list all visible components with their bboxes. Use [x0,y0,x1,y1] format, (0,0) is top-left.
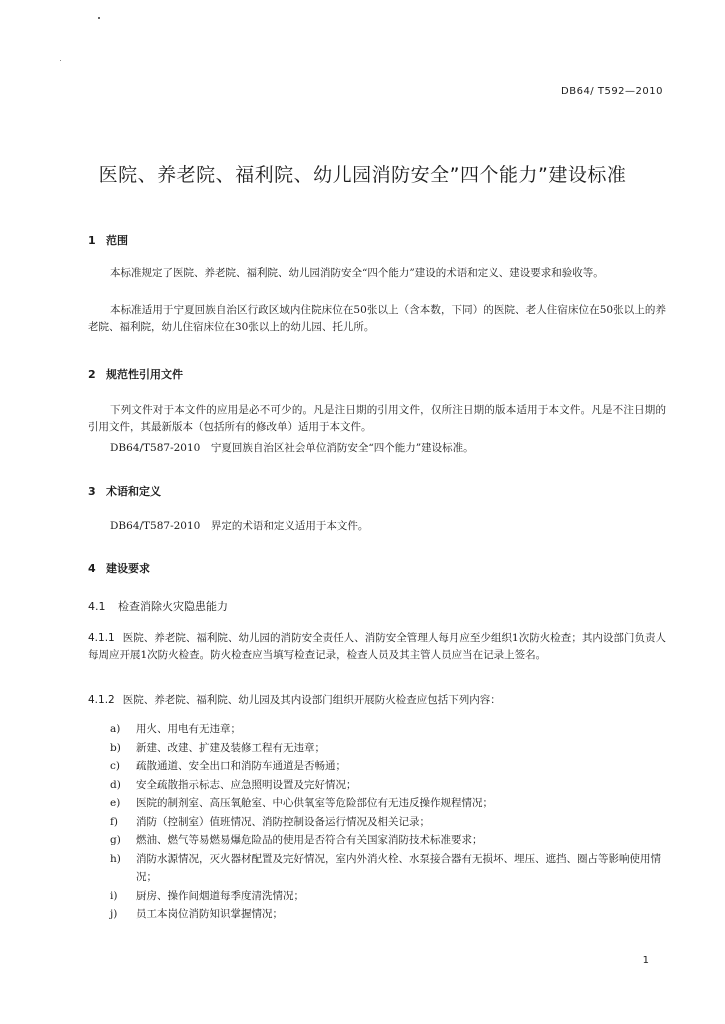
list-item-text: 新建、改建、扩建及装修工程有无违章； [136,741,325,754]
clause-number: 4.1.2 [88,694,115,706]
list-item-text: 医院的制剂室、高压氧舱室、中心供氧室等危险部位有无违反操作规程情况； [136,797,493,809]
inspection-items-list [110,720,666,924]
section-heading-terms [88,483,161,499]
section-number: 4 [88,562,96,575]
subsection-heading-4-1 [88,598,228,614]
list-marker: e) [110,797,121,809]
section-title: 术语和定义 [106,485,161,498]
clause-4-1-2 [88,692,666,709]
list-marker: b) [110,741,121,754]
list-item-text: 用火、用电有无违章； [136,723,241,735]
section-title: 规范性引用文件 [106,368,183,381]
list-item-text: 厨房、操作间烟道每季度清洗情况； [136,889,304,902]
section-heading-scope [88,232,128,248]
clause-4-1-1 [88,630,666,664]
standard-number: DB64/ T592—2010 [561,86,663,97]
section-number: 1 [88,234,96,247]
section-heading-normative-references [88,366,183,382]
list-item [110,831,666,850]
clause-text: 医院、养老院、福利院、幼儿园及其内设部门组织开展防火检查应包括下列内容： [122,694,501,706]
list-item [110,813,666,832]
list-item [110,794,666,813]
list-marker: h) [110,852,121,865]
list-marker: f) [110,815,118,828]
list-marker: d) [110,778,121,791]
clause-text: 医院、养老院、福利院、幼儿园的消防安全责任人、消防安全管理人每月应至少组织1次防火检查；其内设部门负责人每周应开展1次防火检查。防火检查应当填写检查记录，检查人员及其主管人员应当在记录上签名。 [88,632,666,661]
section-heading-requirements [88,560,150,576]
section-title: 建设要求 [106,562,150,575]
list-item [110,850,666,887]
list-item [110,720,666,739]
section-number: 3 [88,485,96,498]
list-item-text: 消防（控制室）值班情况、消防控制设备运行情况及相关记录； [136,815,430,828]
section-number: 2 [88,368,96,381]
section-title: 范围 [106,234,128,247]
list-marker: c) [110,760,120,772]
document-title: 医院、养老院、福利院、幼儿园消防安全”四个能力”建设标准 [98,164,627,186]
subsection-title: 检查消除火灾隐患能力 [118,600,228,613]
list-item [110,776,666,795]
list-marker: i) [110,889,118,902]
list-item [110,887,666,906]
paragraph-scope-2: 本标准适用于宁夏回族自治区行政区域内住院床位在50张以上（含本数，下同）的医院、老人住宿床位在50张以上的养老院、福利院，幼儿住宿床位在30张以上的幼儿园、托儿所。 [88,304,666,333]
list-item [110,757,666,776]
paragraph-references-1: 下列文件对于本文件的应用是必不可少的。凡是注日期的引用文件，仅所注日期的版本适用于本文件。凡是不注日期的引用文件，其最新版本（包括所有的修改单）适用于本文件。 [88,404,666,433]
list-item-text: 员工本岗位消防知识掌握情况； [136,908,283,920]
list-marker: a) [110,723,121,735]
list-marker: g) [110,834,121,846]
list-item-text: 消防水源情况，灭火器材配置及完好情况，室内外消火栓、水泵接合器有无损坏、埋压、遮挡、圈占等影响使用情况； [136,852,661,883]
scan-speck [98,17,100,19]
list-item-text: 安全疏散指示标志、应急照明设置及完好情况； [136,778,357,791]
list-marker: j) [110,908,118,920]
list-item [110,739,666,758]
paragraph-references-2: DB64/T587-2010 宁夏回族自治区社会单位消防安全“四个能力”建设标准。 [110,442,474,454]
paragraph-terms-1: DB64/T587-2010 界定的术语和定义适用于本文件。 [110,520,369,532]
list-item-text: 疏散通道、安全出口和消防车通道是否畅通； [136,760,346,772]
paragraph-scope-1: 本标准规定了医院、养老院、福利院、幼儿园消防安全“四个能力”建设的术语和定义、建设要求和验收等。 [110,267,604,279]
subsection-number: 4.1 [88,600,106,613]
clause-number: 4.1.1 [88,632,115,644]
scan-speck [60,60,61,61]
list-item [110,905,666,924]
page-number: 1 [642,955,649,966]
list-item-text: 燃油、燃气等易燃易爆危险品的使用是否符合有关国家消防技术标准要求； [136,834,483,846]
